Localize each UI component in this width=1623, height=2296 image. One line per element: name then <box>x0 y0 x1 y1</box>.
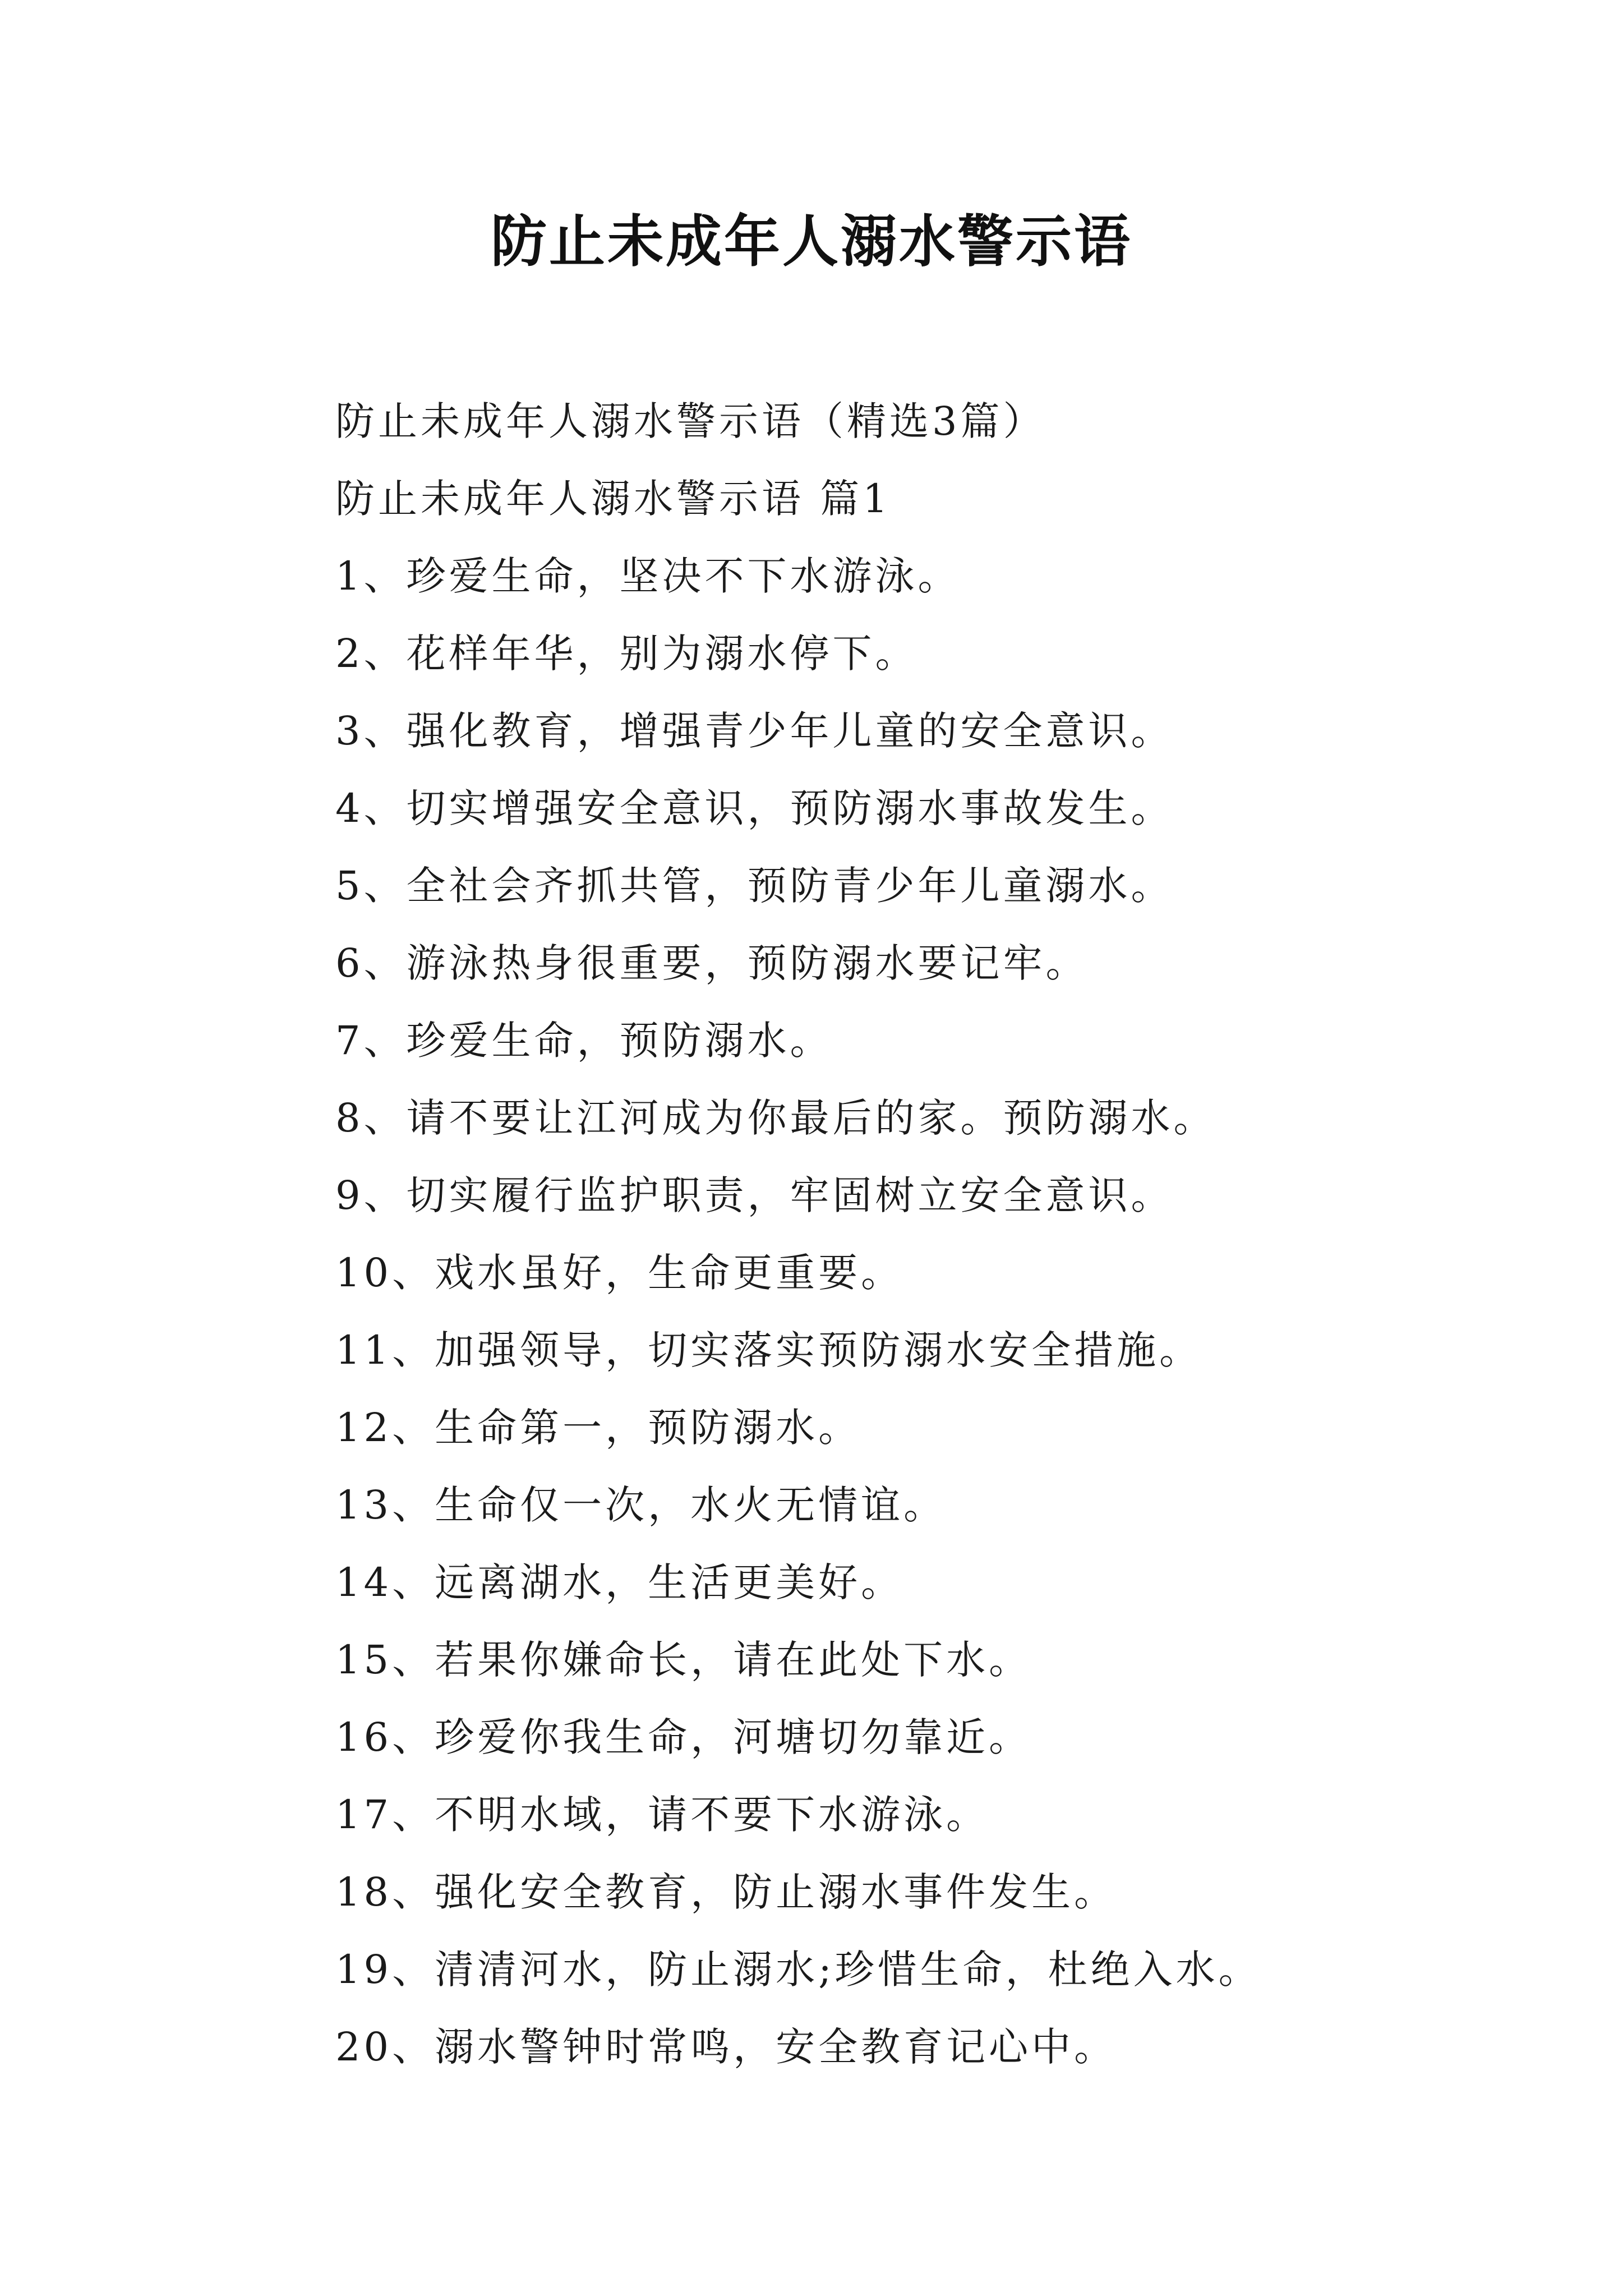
document-title: 防止未成年人溺水警示语 <box>491 208 1132 274</box>
document-body <box>335 383 1513 2086</box>
list-item: 16、珍爱你我生命，河塘切勿靠近。 <box>335 1714 1032 1760</box>
list-item: 3、强化教育，增强青少年儿童的安全意识。 <box>335 708 1174 754</box>
list-item: 13、生命仅一次，水火无情谊。 <box>335 1482 947 1528</box>
list-item: 8、请不要让江河成为你最后的家。预防溺水。 <box>335 1095 1216 1141</box>
section-heading: 防止未成年人溺水警示语 篇1 <box>335 476 891 522</box>
list-item: 4、切实增强安全意识，预防溺水事故发生。 <box>335 785 1174 831</box>
document-subtitle: 防止未成年人溺水警示语（精选3篇） <box>335 398 1046 444</box>
list-item: 14、远离湖水，生活更美好。 <box>335 1559 904 1605</box>
list-item: 11、加强领导，切实落实预防溺水安全措施。 <box>335 1327 1202 1373</box>
list-item: 2、花样年华，别为溺水停下。 <box>335 631 918 677</box>
list-item: 19、清清河水，防止溺水;珍惜生命，杜绝入水。 <box>335 1947 1261 1993</box>
list-item: 18、强化安全教育，防止溺水事件发生。 <box>335 1869 1117 1915</box>
list-item: 9、切实履行监护职责，牢固树立安全意识。 <box>335 1172 1174 1218</box>
list-item: 17、不明水域，请不要下水游泳。 <box>335 1792 989 1838</box>
list-item: 20、溺水警钟时常鸣，安全教育记心中。 <box>335 2024 1117 2070</box>
list-item: 12、生命第一，预防溺水。 <box>335 1405 861 1451</box>
list-item: 5、全社会齐抓共管，预防青少年儿童溺水。 <box>335 863 1174 909</box>
list-item: 1、珍爱生命，坚决不下水游泳。 <box>335 553 961 599</box>
list-item: 7、珍爱生命，预防溺水。 <box>335 1018 833 1064</box>
list-item: 15、若果你嫌命长，请在此处下水。 <box>335 1637 1032 1683</box>
list-item: 6、游泳热身很重要，预防溺水要记牢。 <box>335 940 1089 986</box>
list-item: 10、戏水虽好，生命更重要。 <box>335 1250 904 1296</box>
